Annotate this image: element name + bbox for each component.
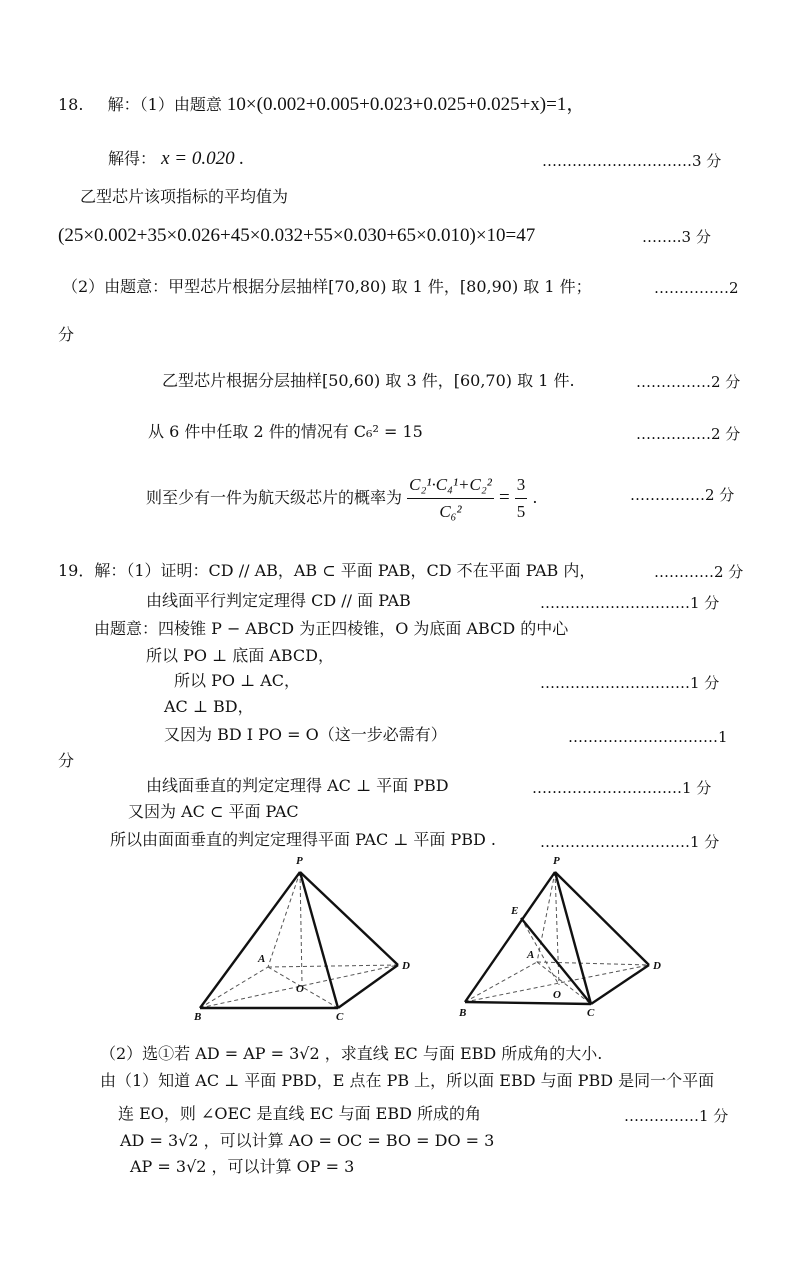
label-c: C bbox=[336, 1011, 344, 1023]
q19-line-7: 又因为 BD I PO = O（这一步必需有） bbox=[164, 725, 447, 744]
q19-line-6: AC ⊥ BD， bbox=[164, 697, 254, 716]
edge-pa bbox=[268, 872, 300, 967]
label-b: B bbox=[459, 1007, 467, 1019]
edge-ad bbox=[268, 965, 398, 967]
q19-score-10: …………………………1 分 bbox=[540, 833, 720, 851]
q18-avg-text: 乙型芯片该项指标的平均值为 bbox=[80, 187, 289, 206]
q18-solve-label: 解得： bbox=[108, 149, 157, 168]
edge-pd bbox=[555, 872, 649, 965]
q19-score-7: …………………………1 bbox=[568, 728, 728, 746]
edge-ba bbox=[200, 967, 268, 1008]
fraction-equals: = bbox=[498, 487, 510, 508]
q18-result-fraction bbox=[515, 472, 528, 525]
label-c: C bbox=[587, 1007, 595, 1019]
q19-line-5: 所以 PO ⊥ AC， bbox=[174, 671, 300, 690]
diag-ac bbox=[537, 962, 591, 1004]
q18-intro: 解：（1）由题意 bbox=[107, 95, 222, 114]
result-numerator: 3 bbox=[515, 472, 528, 499]
q19-score-2: …………………………1 分 bbox=[540, 594, 720, 612]
height-po bbox=[300, 872, 302, 983]
label-a: A bbox=[258, 953, 266, 965]
q18-part2-d bbox=[146, 472, 537, 525]
q18-avg-line bbox=[58, 225, 535, 247]
q19-line-3: 由题意：四棱锥 P − ABCD 为正四棱锥，O 为底面 ABCD 的中心 bbox=[94, 619, 569, 638]
q18-part2-d-pre: 则至少有一件为航天级芯片的概率为 bbox=[146, 488, 403, 507]
q19b-line-4: AD = 3√2 ，可以计算 AO = OC = BO = DO = 3 bbox=[120, 1131, 495, 1150]
label-p: P bbox=[553, 855, 560, 867]
q18-part2-b: 乙型芯片根据分层抽样[50,60) 取 3 件，[60,70) 取 1 件. bbox=[162, 371, 575, 390]
q19-score-7-tail: 分 bbox=[58, 751, 75, 770]
q19-score-5: …………………………1 分 bbox=[540, 674, 720, 692]
label-b: B bbox=[194, 1011, 202, 1023]
q18-solve-expr: x = 0.020 . bbox=[161, 148, 245, 169]
edge-pc bbox=[555, 872, 591, 1004]
label-o: O bbox=[553, 989, 561, 1001]
label-d: D bbox=[402, 960, 410, 972]
q18-part2-line: （2）由题意：甲型芯片根据分层抽样[70,80) 取 1 件，[80,90) 取 1 件； bbox=[62, 277, 592, 296]
q19b-line-1: （2）选①若 AD = AP = 3√2 ，求直线 EC 与面 EBD 所成角的大小. bbox=[100, 1044, 603, 1063]
label-e: E bbox=[511, 905, 519, 917]
q18-number: 18. bbox=[58, 95, 84, 114]
q18-score-a: …………………………3 分 bbox=[542, 152, 722, 170]
q18-part2-d-end: . bbox=[532, 488, 538, 507]
edge-bc bbox=[465, 1002, 591, 1004]
edge-ad bbox=[537, 962, 649, 965]
label-a: A bbox=[527, 949, 535, 961]
fraction-numerator: C₂¹·C₄¹+C₂² bbox=[407, 472, 494, 499]
q18-part2-c: 从 6 件中任取 2 件的情况有 C₆² = 15 bbox=[148, 422, 423, 441]
pyramid-figure-left bbox=[190, 850, 420, 1025]
q19-line-4: 所以 PO ⊥ 底面 ABCD， bbox=[146, 646, 334, 665]
q18-line-1 bbox=[58, 94, 585, 116]
edge-cd bbox=[591, 965, 649, 1004]
q18-probability-fraction bbox=[407, 472, 494, 525]
q18-equation-1: 10×(0.002+0.005+0.023+0.025+0.025+x)=1， bbox=[226, 94, 586, 115]
edge-pc bbox=[300, 872, 338, 1008]
label-d: D bbox=[653, 960, 661, 972]
q19-line-1: 19．解：（1）证明：CD // AB，AB ⊂ 平面 PAB，CD 不在平面 PAB 内， bbox=[58, 561, 596, 580]
q18-solve-line bbox=[108, 148, 244, 170]
q19-line-10: 所以由面面垂直的判定定理得平面 PAC ⊥ 平面 PBD . bbox=[110, 830, 497, 849]
edge-pd bbox=[300, 872, 398, 965]
q19-line-2: 由线面平行判定定理得 CD // 面 PAB bbox=[146, 591, 411, 610]
q18-score-c-tail: 分 bbox=[58, 325, 75, 344]
q19b-line-3: 连 EO，则 ∠OEC 是直线 EC 与面 EBD 所成的角 bbox=[118, 1104, 482, 1123]
q18-score-b: ……..3 分 bbox=[642, 228, 711, 246]
q18-avg-expr: (25×0.002+35×0.026+45×0.032+55×0.030+65×0.010)×10=47 bbox=[58, 225, 536, 246]
q18-score-f: ……………2 分 bbox=[630, 486, 735, 504]
q19b-line-5: AP = 3√2 ，可以计算 OP = 3 bbox=[130, 1157, 355, 1176]
q19-line-8: 由线面垂直的判定定理得 AC ⊥ 平面 PBD bbox=[146, 776, 449, 795]
q19b-score-3: ……………1 分 bbox=[624, 1107, 729, 1125]
q19b-line-2: 由（1）知道 AC ⊥ 平面 PBD，E 点在 PB 上，所以面 EBD 与面 PBD 是同一个平面 bbox=[100, 1071, 715, 1090]
edge-ba bbox=[465, 962, 537, 1002]
q18-score-d: ……………2 分 bbox=[636, 373, 741, 391]
fraction-denominator: C₆² bbox=[439, 502, 462, 521]
q19-line-9: 又因为 AC ⊂ 平面 PAC bbox=[128, 802, 299, 821]
q18-score-e: ……………2 分 bbox=[636, 425, 741, 443]
label-p: P bbox=[296, 855, 303, 867]
q19-score-1: …………2 分 bbox=[654, 563, 744, 581]
pyramid-figure-right bbox=[455, 850, 675, 1025]
q19-score-8: …………………………1 分 bbox=[532, 779, 712, 797]
edge-pb bbox=[200, 872, 300, 1008]
result-denominator: 5 bbox=[516, 502, 526, 521]
q18-score-c: ……………2 bbox=[654, 279, 739, 297]
label-o: O bbox=[296, 983, 304, 995]
